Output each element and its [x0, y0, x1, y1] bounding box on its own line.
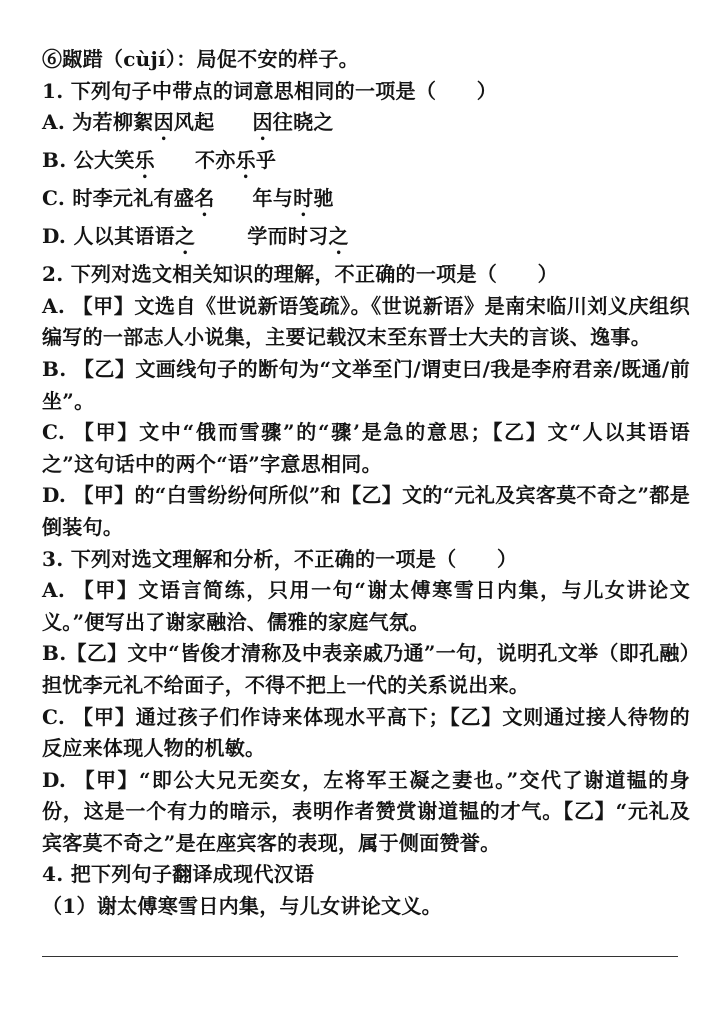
- option-left-text: 人以其语语: [73, 224, 175, 249]
- option-letter: D.: [42, 224, 67, 249]
- option-right-text: 驰: [313, 186, 334, 211]
- option-right-text: 学而时习: [247, 224, 329, 249]
- question-3-option-c: C. 【甲】通过孩子们作诗来体现水平高下；【乙】文则通过接人待物的反应来体现人物的机敏。: [42, 704, 690, 761]
- question-1-option-a: [42, 107, 690, 145]
- question-3-option-d: D. 【甲】“即公大兄无奕女，左将军王凝之妻也。”交代了谢道韫的身份，这是一个有力的暗示，表明作者赞赏谢道韫的才气。【乙】“元礼及宾客莫不奇之”是在座宾客的表现，属于侧面赞誉。: [42, 767, 690, 855]
- option-right-text: 年与: [252, 186, 294, 211]
- option-left-text: 公大笑: [73, 148, 135, 173]
- question-4-item-1: （1）谢太傅寒雪日内集，与儿女讲论文义。: [42, 894, 442, 919]
- dotted-char: 因: [153, 110, 174, 135]
- question-1-option-c: [42, 183, 690, 221]
- dotted-char: 之: [328, 224, 349, 249]
- question-4-stem: 4. 把下列句子翻译成现代汉语: [42, 862, 315, 887]
- dotted-char: 因: [252, 110, 273, 135]
- dotted-char: 名: [194, 186, 215, 211]
- option-left-text: 风起: [173, 110, 215, 135]
- dotted-char: 乐: [235, 148, 256, 173]
- option-letter: C.: [42, 186, 66, 211]
- option-left-text: 为若柳絮: [72, 110, 154, 135]
- question-2-option-c: C. 【甲】文中“俄而雪骤”的“骤’是急的意思；【乙】文“人以其语语之”这句话中的两个“语”字意思相同。: [42, 420, 690, 476]
- option-right-text: 乎: [255, 148, 277, 173]
- question-2-option-a: A. 【甲】文选自《世说新语笺疏》。《世说新语》是南宋临川刘义庆组织编写的一部志人小说集，主要记载汉末至东晋士大夫的言谈、逸事。: [42, 293, 690, 350]
- question-2-option-d: D. 【甲】的“白雪纷纷何所似”和【乙】文的“元礼及宾客莫不奇之”都是倒装句。: [42, 483, 690, 539]
- document-page: [42, 44, 690, 923]
- dotted-char: 乐: [134, 148, 155, 173]
- question-3-option-b: B.【乙】文中“皆俊才清称及中表亲戚乃通”一句，说明孔文举（即孔融）担忧李元礼不给面子，不得不把上一代的关系说出来。: [42, 641, 690, 697]
- option-letter: B.: [42, 148, 67, 173]
- dotted-char: 时: [293, 186, 314, 211]
- question-3-option-a: A. 【甲】文语言简练，只用一句“谢太傅寒雪日内集，与儿女讲论文义。”便写出了谢家融洽、儒雅的家庭气氛。: [42, 578, 690, 634]
- question-1-option-d: [42, 221, 690, 259]
- option-right-text: 往晓之: [272, 110, 334, 135]
- answer-line: [42, 956, 678, 957]
- dotted-char: 之: [174, 224, 196, 249]
- option-left-text: 时李元礼有盛: [72, 186, 195, 211]
- question-2-option-b: B. 【乙】文画线句子的断句为“文举至门/谓吏曰/我是李府君亲/既通/前坐”。: [42, 356, 690, 413]
- footnote-6: ⑥踧踖（cùjí）：局促不安的样子。: [42, 47, 359, 71]
- option-letter: A.: [42, 110, 66, 135]
- question-1-option-b: [42, 145, 690, 183]
- question-2-stem: 2. 下列对选文相关知识的理解，不正确的一项是（ ）: [42, 262, 558, 287]
- question-3-stem: 3. 下列对选文理解和分析，不正确的一项是（ ）: [42, 546, 518, 571]
- question-1-stem: 1. 下列句子中带点的词意思相同的一项是（ ）: [42, 78, 498, 103]
- option-right-text: 不亦: [194, 148, 236, 173]
